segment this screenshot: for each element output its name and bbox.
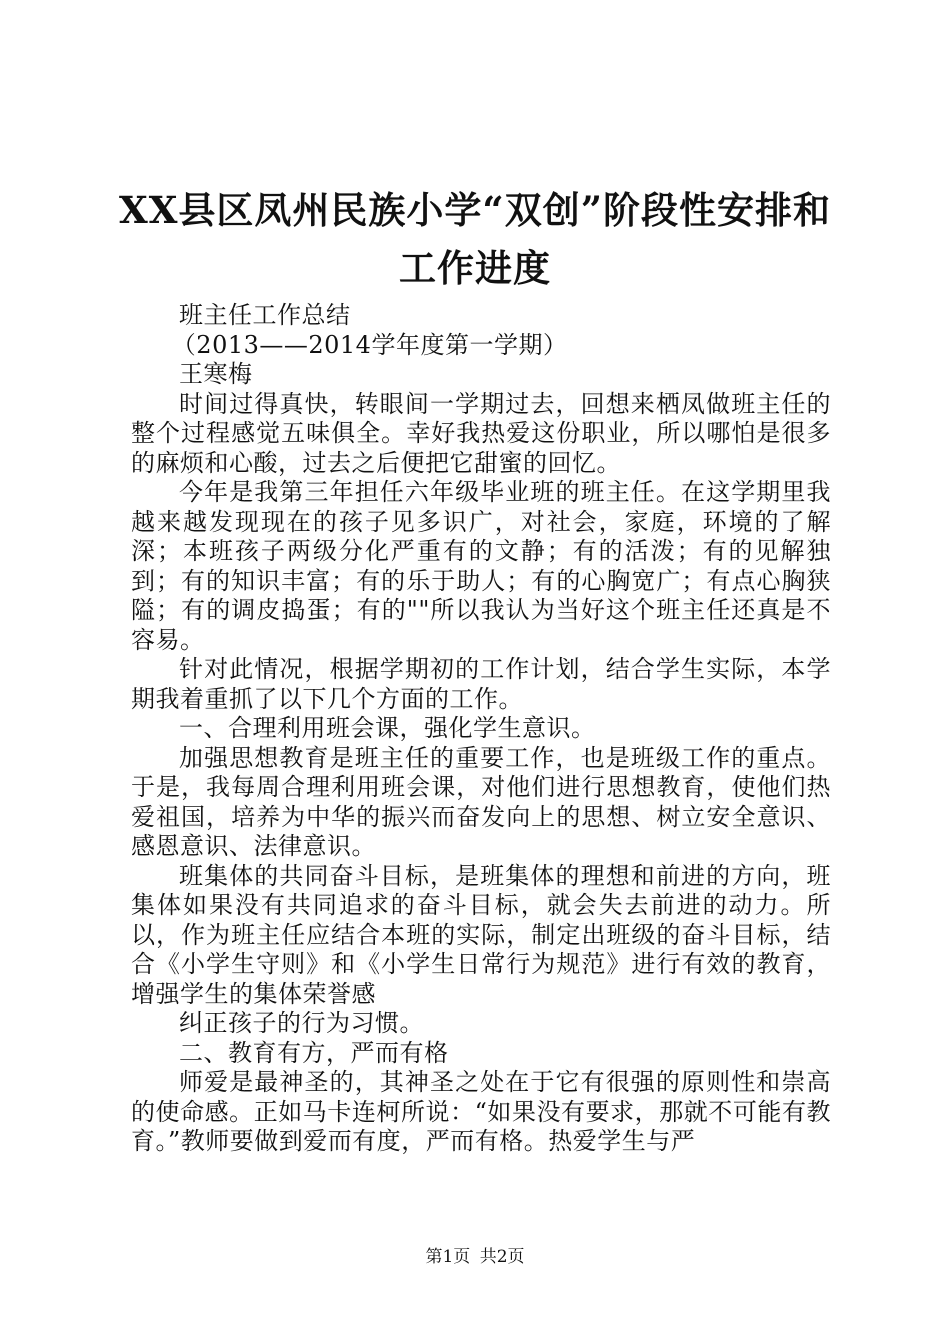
page-number-current: 第1页: [425, 1247, 471, 1267]
body-paragraph: 班集体的共同奋斗目标，是班集体的理想和前进的方向，班集体如果没有共同追求的奋斗目标，就会失去前进的动力。所以，作为班主任应结合本班的实际，制定出班级的奋斗目标，结合《小学生守则》和《小学生日常行为规范》进行有效的教育，增强学生的集体荣誉感: [131, 861, 831, 1008]
section-heading: 二、教育有方，严而有格: [179, 1038, 449, 1067]
document-title-line-2: 工作进度: [399, 246, 551, 290]
document-title-line-1: XX县区凤州民族小学“双创”阶段性安排和: [119, 188, 831, 232]
body-paragraph: 今年是我第三年担任六年级毕业班的班主任。在这学期里我越来越发现现在的孩子见多识广，对社会，家庭，环境的了解深；本班孩子两级分化严重有的文静；有的活泼；有的见解独到；有的知识丰富；有的乐于助人；有的心胸宽广；有点心胸狭隘；有的调皮捣蛋；有的""所以我认为当好这个班主任还真是不容易。: [131, 478, 831, 654]
body-paragraph: 加强思想教育是班主任的重要工作，也是班级工作的重点。于是，我每周合理利用班会课，对他们进行思想教育，使他们热爱祖国，培养为中华的振兴而奋发向上的思想、树立安全意识、感恩意识、法律意识。: [131, 743, 831, 860]
body-paragraph: 针对此情况，根据学期初的工作计划，结合学生实际，本学期我着重抓了以下几个方面的工作。: [131, 655, 831, 713]
body-paragraph: 时间过得真快，转眼间一学期过去，回想来栖凤做班主任的整个过程感觉五味俱全。幸好我热爱这份职业，所以哪怕是很多的麻烦和心酸，过去之后便把它甜蜜的回忆。: [131, 389, 831, 477]
page-number-total: 共2页: [479, 1247, 525, 1267]
section-heading: 一、合理利用班会课，强化学生意识。: [179, 714, 596, 742]
body-paragraph: 师爱是最神圣的，其神圣之处在于它有很强的原则性和崇高的使命感。正如马卡连柯所说：“如果没有要求，那就不可能有教育。”教师要做到爱而有度，严而有格。热爱学生与严: [131, 1068, 831, 1155]
document-subtitle: 班主任工作总结: [179, 301, 351, 329]
document-term: （2013——2014学年度第一学期）: [171, 330, 568, 359]
page-footer: [0, 1246, 950, 1268]
body-paragraph: 纠正孩子的行为习惯。: [179, 1009, 424, 1037]
document-body: [131, 301, 831, 1157]
document-author: 王寒梅: [179, 360, 253, 388]
